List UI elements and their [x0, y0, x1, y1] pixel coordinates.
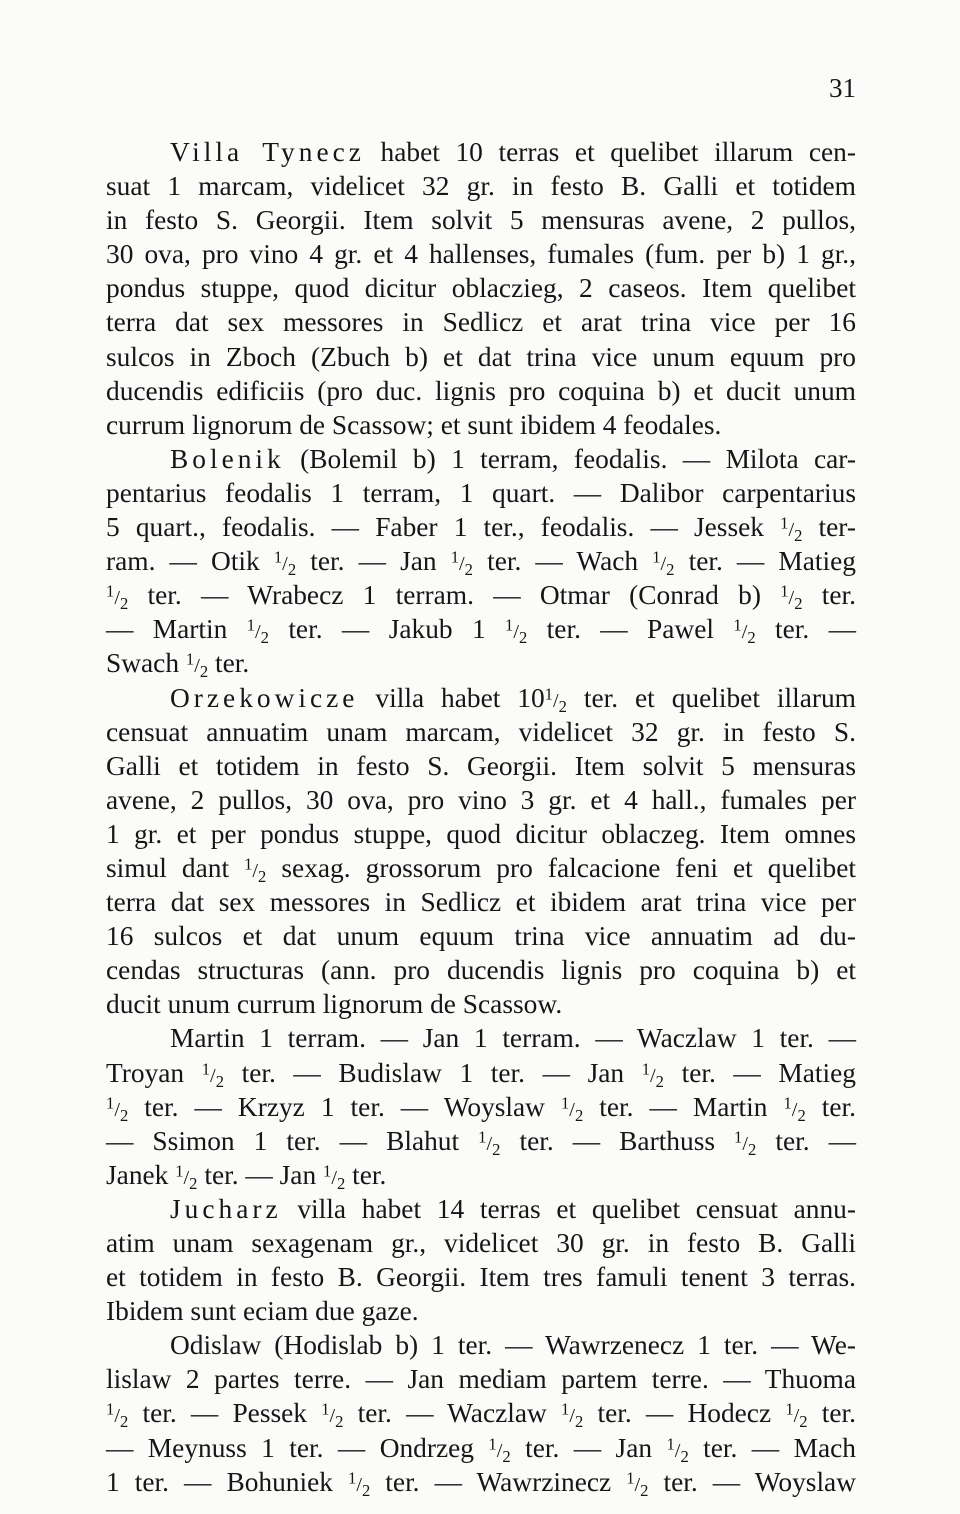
half-fraction: $^1/_2$	[175, 1161, 198, 1193]
text-run: ter. — Wrabecz 1 terram. — Otmar (Conrad b)	[128, 580, 781, 611]
text-line	[106, 851, 856, 885]
place-name: Bolenik	[170, 443, 285, 474]
text-run: — Meynuss 1 ter. — Ondrzeg	[106, 1432, 489, 1463]
text-run: Janek	[106, 1159, 176, 1190]
half-fraction: $^1/_2$	[652, 547, 675, 580]
text-run: 1 ter. — Bohuniek	[106, 1466, 348, 1497]
text-line	[106, 578, 856, 612]
text-line	[106, 885, 856, 919]
text-line	[106, 1431, 856, 1465]
text-run: currum lignorum de Scassow; et sunt ibidem 4 feodales.	[106, 409, 722, 440]
text-line	[106, 1158, 856, 1192]
text-run: ter. —	[756, 1125, 856, 1156]
text-line	[106, 442, 856, 476]
text-run: Troyan	[106, 1057, 202, 1088]
text-run: et totidem in festo B. Georgii. Item tres famuli tenent 3 terras.	[106, 1262, 856, 1293]
text-run: 16 sulcos et dat unum equum trina vice annuatim ad du-	[106, 921, 856, 952]
text-line	[106, 646, 856, 680]
paragraph-villa-tynecz	[106, 135, 856, 442]
half-fraction: $^1/_2$	[450, 547, 473, 580]
text-run: Ibidem sunt eciam due gaze.	[106, 1296, 419, 1327]
half-fraction: $^1/_2$	[478, 1126, 501, 1159]
text-line	[106, 1021, 856, 1055]
half-fraction: $^1/_2$	[106, 581, 129, 614]
text-run: ter. — Martin	[583, 1091, 784, 1122]
half-fraction: $^1/_2$	[783, 1092, 806, 1125]
paragraph-bolenik	[106, 442, 856, 681]
page-number: 31	[829, 73, 856, 103]
text-line	[106, 953, 856, 987]
text-run: ter-	[802, 512, 856, 543]
text-run: sexag. grossorum pro falcacione feni et quelibet	[266, 852, 857, 883]
place-name: Jucharz	[170, 1193, 282, 1224]
text-line	[106, 715, 856, 749]
text-run: ter. — Jan	[510, 1432, 667, 1463]
half-fraction: $^1/_2$	[626, 1467, 649, 1500]
text-line	[106, 1090, 856, 1124]
text-run: Martin 1 terram. — Jan 1 terram. — Waczlaw 1 ter. —	[170, 1023, 856, 1054]
text-line	[106, 1056, 856, 1090]
text-run: ter. —	[755, 614, 857, 645]
half-fraction: $^1/_2$	[641, 1058, 664, 1091]
text-run: Galli et totidem in festo S. Georgii. Item solvit 5 mensuras	[106, 750, 856, 781]
text-line	[106, 271, 856, 305]
text-run: ter. — Pawel	[527, 614, 734, 645]
half-fraction: $^1/_2$	[348, 1467, 371, 1500]
text-run: ter. — Wawrzinecz	[370, 1466, 627, 1497]
half-fraction: $^1/_2$	[106, 1092, 129, 1125]
text-run: villa habet 10	[358, 682, 545, 713]
text-line	[106, 408, 856, 442]
text-run: censuat annuatim unam marcam, videlicet 32 gr. in festo S.	[106, 716, 856, 747]
text-line	[106, 1362, 856, 1396]
place-name: Villa Tynecz	[170, 137, 365, 167]
text-run: habet 10 terras et quelibet illarum cen-	[364, 137, 856, 167]
text-line	[106, 987, 856, 1021]
text-line	[106, 681, 856, 715]
text-run: (Bolemil b) 1 terram, feodalis. — Milota car-	[284, 443, 856, 474]
text-run: ter.	[208, 648, 250, 679]
text-run: terra dat sex messores in Sedlicz et arat trina vice per 16	[106, 307, 856, 338]
half-fraction: $^1/_2$	[785, 1399, 808, 1432]
text-run: lislaw 2 partes terre. — Jan mediam partem terre. — Thuoma	[106, 1364, 856, 1395]
text-run: ter. — Wach	[472, 546, 653, 577]
text-line	[106, 203, 856, 237]
text-line	[106, 1192, 856, 1226]
text-run: in festo S. Georgii. Item solvit 5 mensuras avene, 2 pullos,	[106, 205, 856, 236]
text-line	[106, 340, 856, 374]
text-run: ducit unum currum lignorum de Scassow.	[106, 989, 563, 1020]
text-line	[106, 1260, 856, 1294]
half-fraction: $^1/_2$	[734, 1126, 757, 1159]
text-line	[106, 305, 856, 339]
text-run: ter. — Matieg	[663, 1057, 856, 1088]
paragraph-orzekowicze	[106, 681, 856, 1022]
text-run: ter.	[802, 580, 856, 611]
text-run: ter. — Matieg	[674, 546, 856, 577]
text-run: Swach	[106, 648, 186, 679]
text-run: ter. — Jakub 1	[268, 614, 506, 645]
half-fraction: $^1/_2$	[244, 854, 267, 887]
text-line	[106, 510, 856, 544]
text-line	[106, 817, 856, 851]
paragraph-odislaw	[106, 1328, 856, 1498]
text-line	[106, 1226, 856, 1260]
text-line	[106, 135, 856, 169]
text-run: ter. — Jan	[197, 1159, 324, 1190]
text-line	[106, 612, 856, 646]
text-run: ram. — Otik	[106, 546, 274, 577]
half-fraction: $^1/_2$	[323, 1161, 346, 1193]
half-fraction: $^1/_2$	[488, 1433, 511, 1466]
half-fraction: $^1/_2$	[666, 1433, 689, 1466]
half-fraction: $^1/_2$	[733, 615, 756, 648]
text-run: terra dat sex messores in Sedlicz et ibidem arat trina vice per	[106, 887, 856, 918]
half-fraction: $^1/_2$	[273, 547, 297, 580]
half-fraction: $^1/_2$	[106, 1399, 129, 1432]
text-run: simul dant	[106, 852, 245, 883]
half-fraction: $^1/_2$	[201, 1058, 224, 1091]
text-line	[106, 237, 856, 271]
text-run: cendas structuras (ann. pro ducendis lignis pro coquina b) et	[106, 955, 856, 986]
text-run: ter. — Budislaw 1 ter. — Jan	[224, 1057, 642, 1088]
text-run: 5 quart., feodalis. — Faber 1 ter., feodalis. — Jessek	[106, 512, 781, 543]
text-line	[106, 1465, 856, 1499]
text-body	[106, 135, 856, 1499]
text-run: ter. — Mach	[688, 1432, 856, 1463]
half-fraction: $^1/_2$	[544, 683, 567, 716]
text-line	[106, 1294, 856, 1328]
text-run: villa habet 14 terras et quelibet censuat annu-	[281, 1193, 856, 1224]
text-run: ter. — Pessek	[128, 1398, 322, 1429]
text-run: ducendis edificiis (pro duc. lignis pro coquina b) et ducit unum	[106, 375, 856, 406]
paragraph-martin	[106, 1021, 856, 1191]
half-fraction: $^1/_2$	[560, 1092, 584, 1125]
text-run: pentarius feodalis 1 terram, 1 quart. — Dalibor carpentarius	[106, 477, 856, 508]
text-run: ter. et quelibet illarum	[566, 682, 856, 713]
text-run: ter. — Woyslaw	[648, 1466, 856, 1497]
text-run: Odislaw (Hodislab b) 1 ter. — Wawrzenecz 1 ter. — We-	[170, 1330, 856, 1361]
place-name: Orzekowicze	[170, 682, 359, 713]
text-run: pondus stuppe, quod dicitur oblaczieg, 2 caseos. Item quelibet	[106, 273, 856, 304]
text-run: ter.	[805, 1091, 856, 1122]
text-line	[106, 1328, 856, 1362]
text-line	[106, 783, 856, 817]
text-run: ter. — Barthuss	[500, 1125, 735, 1156]
text-run: ter.	[345, 1159, 387, 1190]
text-run: suat 1 marcam, videlicet 32 gr. in festo B. Galli et totidem	[106, 171, 856, 202]
text-line	[106, 544, 856, 578]
text-line	[106, 374, 856, 408]
half-fraction: $^1/_2$	[561, 1399, 584, 1432]
half-fraction: $^1/_2$	[505, 615, 528, 648]
half-fraction: $^1/_2$	[780, 581, 803, 614]
text-run: sulcos in Zboch (Zbuch b) et dat trina vice unum equum pro	[106, 341, 856, 372]
text-run: — Ssimon 1 ter. — Blahut	[106, 1125, 479, 1156]
text-run: ter.	[807, 1398, 856, 1429]
text-line	[106, 1396, 856, 1430]
text-run: avene, 2 pullos, 30 ova, pro vino 3 gr. et 4 hall., fumales per	[106, 784, 856, 815]
text-run: 1 gr. et per pondus stuppe, quod dicitur oblaczeg. Item omnes	[106, 818, 856, 849]
text-run: ter. — Hodecz	[583, 1398, 786, 1429]
text-run: ter. — Krzyz 1 ter. — Woyslaw	[128, 1091, 561, 1122]
text-run: atim unam sexagenam gr., videlicet 30 gr. in festo B. Galli	[106, 1228, 856, 1258]
text-run: ter. — Waczlaw	[343, 1398, 562, 1429]
text-run: 30 ova, pro vino 4 gr. et 4 hallenses, fumales (fum. per b) 1 gr.,	[106, 239, 856, 270]
half-fraction: $^1/_2$	[246, 615, 269, 648]
text-run: — Martin	[106, 614, 247, 645]
text-run: ter. — Jan	[296, 546, 451, 577]
paragraph-jucharz	[106, 1192, 856, 1328]
text-line	[106, 919, 856, 953]
half-fraction: $^1/_2$	[185, 649, 209, 682]
text-line	[106, 749, 856, 783]
text-line	[106, 169, 856, 203]
half-fraction: $^1/_2$	[321, 1399, 344, 1432]
text-line	[106, 1124, 856, 1158]
text-line	[106, 476, 856, 510]
half-fraction: $^1/_2$	[780, 513, 803, 546]
